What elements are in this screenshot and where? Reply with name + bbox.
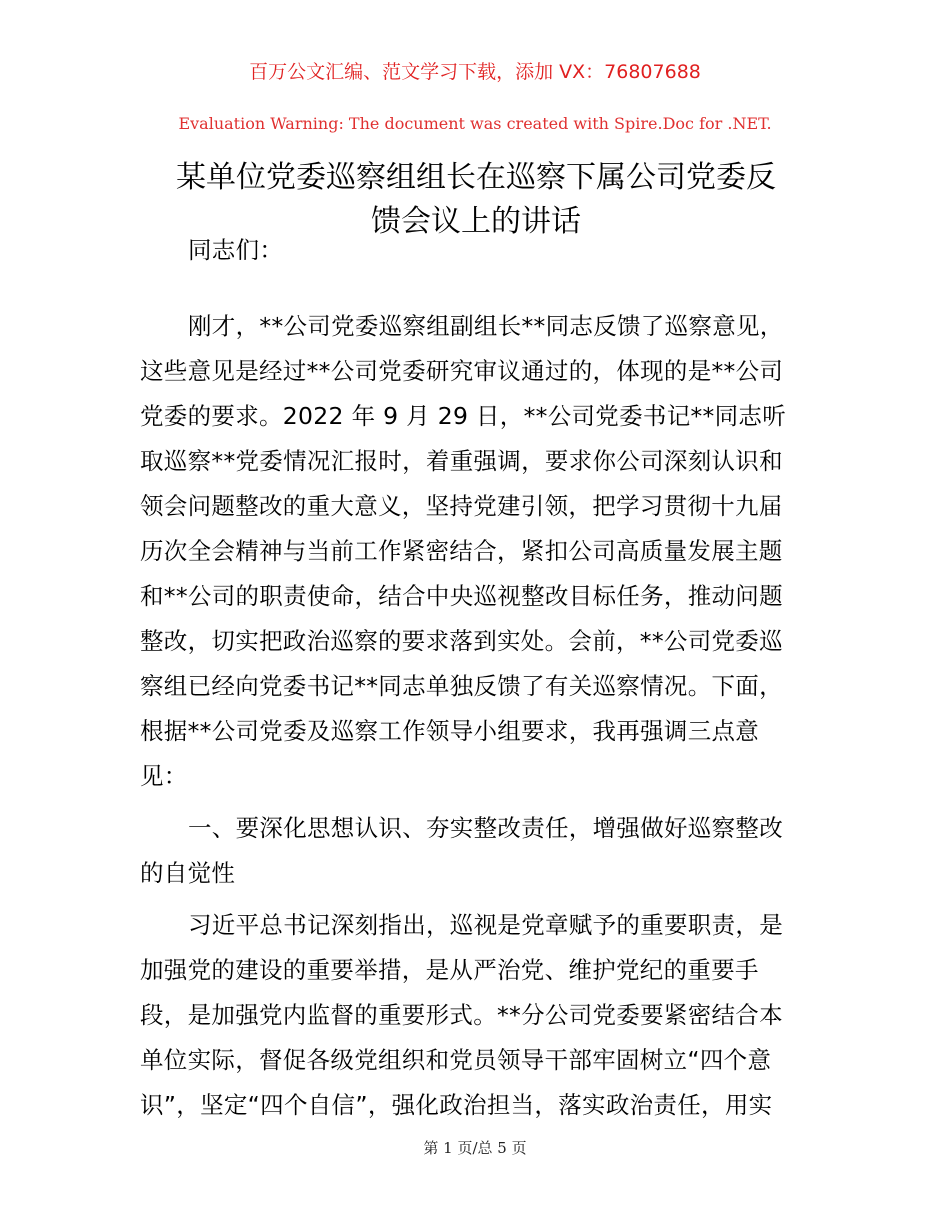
text-line: 识”，坚定“四个自信”，强化政治担当，落实政治责任，用实 — [140, 1091, 773, 1119]
text-line: 的自觉性 — [140, 859, 236, 887]
download-ad-banner: 百万公文汇编、范文学习下载，添加 VX：76807688 — [249, 61, 701, 83]
page-number: 第 1 页/总 5 页 — [423, 1139, 527, 1157]
text-line: 刚才，**公司党委巡察组副组长**同志反馈了巡察意见， — [188, 312, 784, 340]
text-line: 历次全会精神与当前工作紧密结合，紧扣公司高质量发展主题 — [140, 537, 783, 565]
text-line: 见： — [140, 762, 188, 790]
paragraph — [140, 304, 820, 799]
text-line: 根据**公司党委及巡察工作领导小组要求，我再强调三点意 — [140, 717, 760, 745]
text-line: 这些意见是经过**公司党委研究审议通过的，体现的是**公司 — [140, 357, 784, 385]
text-line: 同志们： — [188, 236, 284, 264]
text-line: 察组已经向党委书记**同志单独反馈了有关巡察情况。下面， — [140, 672, 783, 700]
title-line: 馈会议上的讲话 — [371, 204, 581, 239]
text-line: 整改，切实把政治巡察的要求落到实处。会前，**公司党委巡 — [140, 627, 783, 655]
document-body — [140, 228, 820, 1135]
text-line: 和**公司的职责使命，结合中央巡视整改目标任务，推动问题 — [140, 582, 783, 610]
text-line: 取巡察**党委情况汇报时，着重强调，要求你公司深刻认识和 — [140, 447, 783, 475]
evaluation-warning: Evaluation Warning: The document was created with Spire.Doc for .NET. — [178, 114, 772, 133]
text-line: 单位实际，督促各级党组织和党员领导干部牢固树立“四个意 — [140, 1046, 772, 1074]
greeting — [140, 228, 820, 273]
text-line: 一、要深化思想认识、夯实整改责任，增强做好巡察整改 — [188, 814, 783, 842]
text-line: 领会问题整改的重大意义，坚持党建引领，把学习贯彻十九届 — [140, 492, 783, 520]
paragraph — [140, 903, 820, 1128]
text-line: 加强党的建设的重要举措，是从严治党、维护党纪的重要手 — [140, 956, 759, 984]
text-line: 习近平总书记深刻指出，巡视是党章赋予的重要职责，是 — [188, 911, 783, 939]
section-heading — [140, 806, 820, 896]
text-line: 段，是加强党内监督的重要形式。**分公司党委要紧密结合本 — [140, 1001, 783, 1029]
text-line: 党委的要求。2022 年 9 月 29 日，**公司党委书记**同志听 — [140, 402, 787, 430]
title-line: 某单位党委巡察组组长在巡察下属公司党委反 — [176, 160, 776, 195]
